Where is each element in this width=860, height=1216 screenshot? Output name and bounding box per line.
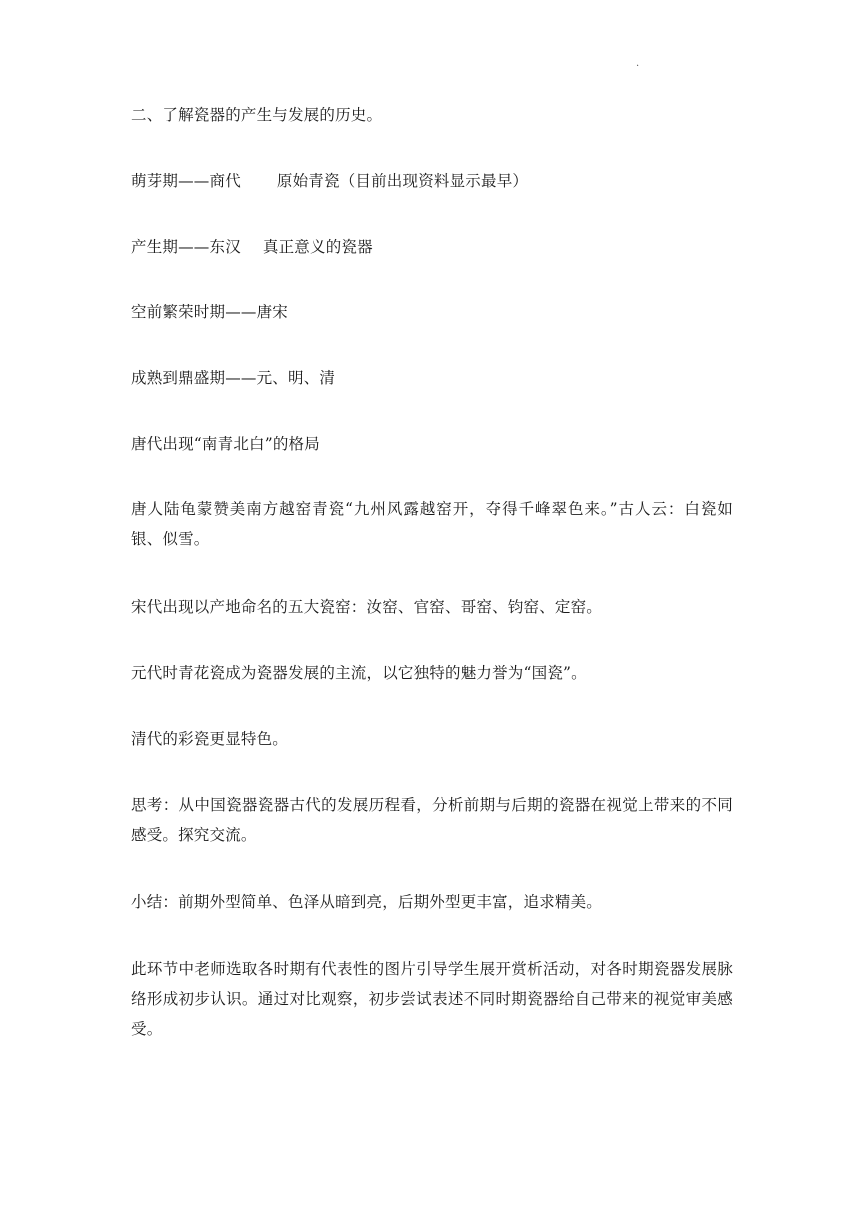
period-line-2 bbox=[131, 232, 733, 262]
paragraph-song-kilns: 宋代出现以产地命名的五大瓷窑：汝窑、官窑、哥窑、钧窑、定窑。 bbox=[131, 598, 603, 616]
period-label: 产生期——东汉 bbox=[131, 238, 241, 256]
paragraph-teacher-note: 此环节中老师选取各时期有代表性的图片引导学生展开赏析活动，对各时期瓷器发展脉络形成初步认识。通过对比观察，初步尝试表述不同时期瓷器给自己带来的视觉审美感受。 bbox=[131, 960, 733, 1038]
paragraph-summary: 小结：前期外型简单、色泽从暗到亮，后期外型更丰富，追求精美。 bbox=[131, 893, 603, 911]
paragraph-think: 思考：从中国瓷器瓷器古代的发展历程看，分析前期与后期的瓷器在视觉上带来的不同感受。探究交流。 bbox=[131, 796, 733, 844]
period-label: 成熟到鼎盛期——元、明、清 bbox=[131, 369, 336, 387]
period-note: 真正意义的瓷器 bbox=[262, 238, 373, 256]
period-line-1 bbox=[131, 166, 733, 196]
paragraph-tang-pattern: 唐代出现“南青北白”的格局 bbox=[131, 435, 320, 453]
paragraph-tang-poem: 唐人陆龟蒙赞美南方越窑青瓷“九州风露越窑开，夺得千峰翠色来。”古人云：白瓷如银、似雪。 bbox=[131, 500, 733, 548]
period-label: 萌芽期——商代 bbox=[131, 172, 241, 190]
paragraph-qing: 清代的彩瓷更显特色。 bbox=[131, 730, 289, 748]
period-note: 原始青瓷（目前出现资料显示最早） bbox=[276, 172, 529, 190]
period-label: 空前繁荣时期——唐宋 bbox=[131, 303, 289, 321]
period-line-4 bbox=[131, 363, 733, 393]
section-heading: 二、了解瓷器的产生与发展的历史。 bbox=[131, 106, 383, 124]
header-mark: . bbox=[636, 58, 640, 69]
period-line-3 bbox=[131, 297, 733, 327]
paragraph-yuan: 元代时青花瓷成为瓷器发展的主流，以它独特的魅力誉为“国瓷”。 bbox=[131, 664, 587, 682]
